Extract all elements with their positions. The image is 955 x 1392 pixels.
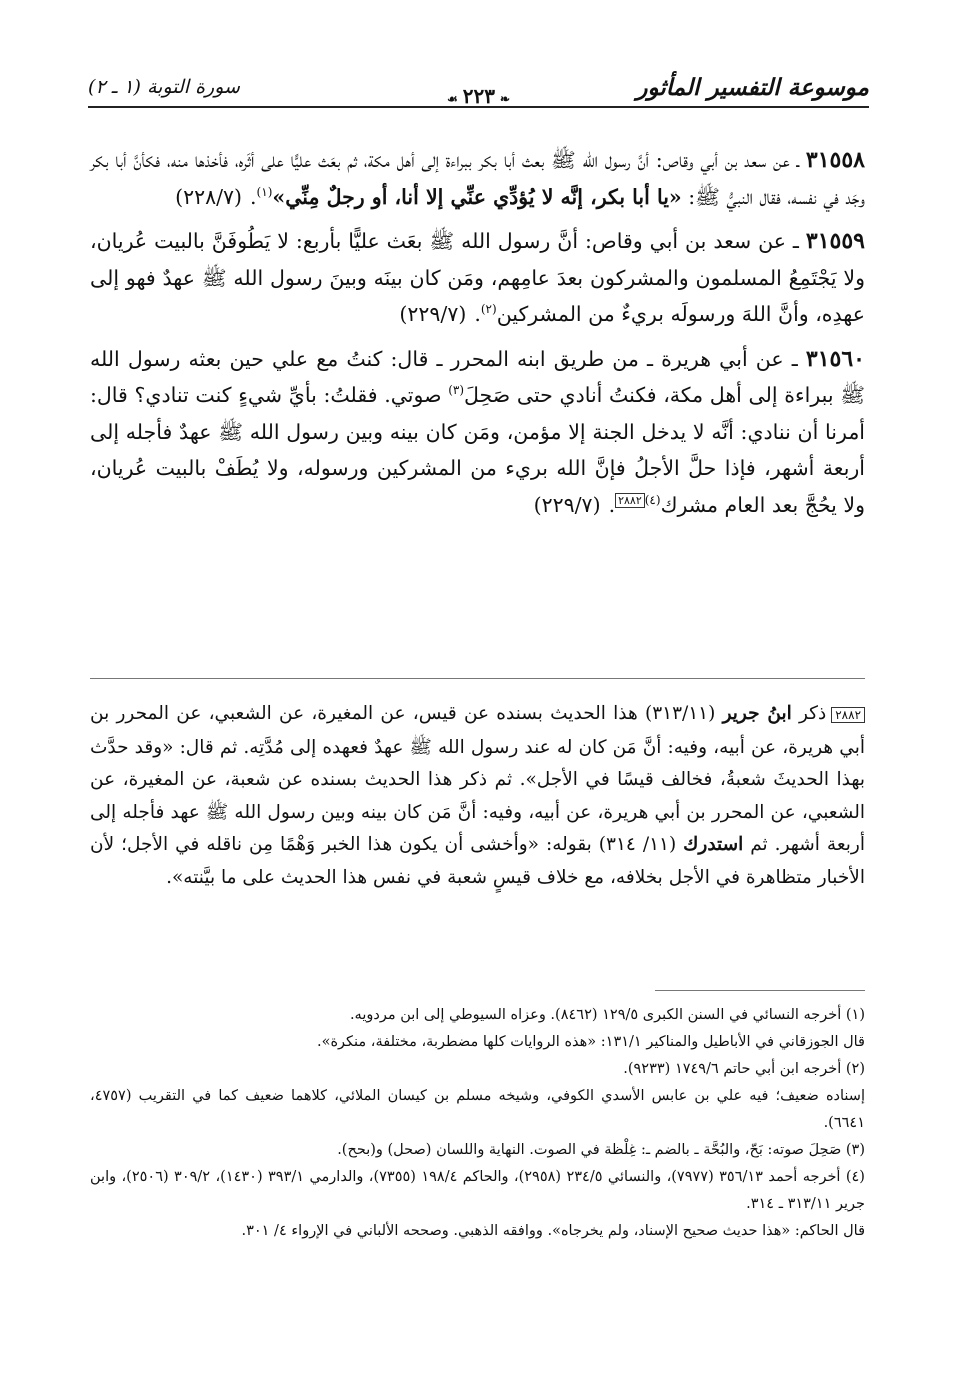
- hadith-entry: [90, 142, 865, 215]
- footnote-line: (٢) أخرجه ابن أبي حاتم ١٧٤٩/٦ (٩٢٣٣).: [623, 1061, 865, 1077]
- ornament-icon: ❧: [499, 92, 511, 106]
- hadith-text: ـ عن سعد بن أبي وقاص: أنَّ رسول الله ﷺ بعث أبا بكر ببراءة إلى أهل مكة، ثم بعَث عليًّا على أثَره، فأخذها منه، فكأنَّ أبا بكر وجَد في نفسه، فقال النبيُّ ﷺ:: [90, 148, 865, 209]
- footnote-line: قال الحاكم: «هذا حديث صحيح الإسناد، ولم يخرجاه». ووافقه الذهبي. وصححه الألباني في الإرواء ٤/ ٣٠١.: [241, 1223, 865, 1239]
- hadith-text: .: [250, 184, 257, 209]
- hadith-entry: [90, 223, 865, 333]
- footnote-marker: (٣): [448, 383, 465, 398]
- footnote-line: (٣) صَحِلَ صوته: بَحّ، والبُحَّة ـ بالضم ـ: غِلْظة في الصوت. النهاية واللسان (صحل) و(بحح).: [337, 1142, 865, 1158]
- hadith-number: ٣١٥٦٠: [805, 345, 865, 372]
- footnote-line: إسناده ضعيف؛ فيه علي بن عابس الأسدي الكوفي، وشيخه مسلم بن كيسان الملائي، كلاهما ضعيف كما في التقريب (٤٧٥٧، ٦٦٤١).: [90, 1088, 865, 1131]
- volume-page-reference: (٢٢٩/٧): [399, 302, 467, 326]
- hadith-number: ٣١٥٥٨: [805, 147, 865, 173]
- footnote-line: (١) أخرجه النسائي في السنن الكبرى ١٢٩/٥ (٨٤٦٢). وعزاه السيوطي إلى ابن مردويه.: [349, 1007, 865, 1023]
- hadith-text: .: [608, 492, 616, 517]
- hadith-entry: [90, 341, 865, 524]
- hadith-text: .: [474, 302, 481, 326]
- commentary-author: ابنُ جرير: [722, 703, 792, 724]
- hadith-text: ـ عن سعد بن أبي وقاص: أنَّ رسول الله ﷺ بعَث عليًّا بأربع: لا يَطُوفَنَّ بالبيت عُريان، ولا يَجْتَمِعُ المسلمون والمشركون بعدَ عامِهم، ومَن كان بينَه وبينَ رسول الله ﷺ عهدٌ فهو إلى عهدِه، وأنَّ اللهَ ورسولَه بريءٌ من المشركين: [90, 229, 865, 326]
- book-title: موسوعة التفسير المأثور: [636, 74, 869, 101]
- commentary-block: [90, 698, 865, 894]
- footnote-marker: (٢): [480, 302, 497, 317]
- footnote-marker: (١): [256, 184, 273, 199]
- footnotes-divider: [655, 990, 865, 991]
- surah-title: سورة التوبة (١ ـ ٢): [88, 76, 240, 98]
- footnote-line: قال الجوزقاني في الأباطيل والمناكير ١٣١/١: «هذه الروايات كلها مضطربة، مختلفة، منكرة».: [316, 1034, 865, 1050]
- hadith-list: [90, 142, 865, 531]
- hadith-text: ـ عن أبي هريرة ـ من طريق ابنه المحرر ـ قال: كنتُ مع علي حين بعثه رسول الله ﷺ ببراءة إلى أهل مكة، فكنتُ أنادي حتى صَحِلَ: [90, 346, 865, 407]
- commentary-keyword: استدرك: [683, 834, 744, 855]
- header-divider: [88, 106, 869, 108]
- commentary-reference-box: ٢٨٨٢: [615, 493, 645, 508]
- ornament-icon: ☙: [446, 92, 458, 106]
- volume-page-reference: (٢٢٨/٧): [175, 184, 243, 209]
- page-header: [88, 70, 869, 110]
- hadith-quote: «يا أبا بكر، إنَّه لا يُؤدِّي عنِّي إلا أنا، أو رجلٌ مِنِّي»: [272, 184, 682, 209]
- commentary-text: ذكر: [791, 703, 827, 724]
- hadith-number: ٣١٥٥٩: [805, 228, 865, 254]
- commentary-divider: [90, 678, 865, 679]
- commentary-text: (٣١٣/١١) هذا الحديث بسنده عن قيس، عن المغيرة، عن الشعبي، عن المحرر بن أبي هريرة، عن أبيه، وفيه: أنَّ مَن كان له عند رسول الله ﷺ عهدٌ فعهده إلى مُدَّتِه. ثم قال: «وقد حدَّث بهذا الحديثَ شعبةُ، فخالف قيسًا في الأجل». ثم ذكر هذا الحديث بسنده عن شعبة، عن المغيرة، عن الشعبي، عن المحرر بن أبي هريرة، عن أبيه، وفيه: أنَّ مَن كان بينه وبين رسول الله ﷺ عهد فأجله إلى أربعة أشهر. ثم: [90, 703, 865, 855]
- hadith-text: صوتي. فقلتُ: بأيِّ شيءٍ كنت تنادي؟ قال: أمرنا أن ننادي: أنَّه لا يدخل الجنة إلا مؤمن، ومَن كان بينه وبين رسول الله ﷺ عهدٌ فأجله إلى أربعة أشهر، فإذا حلَّ الأجلُ فإنَّ الله بريء من المشركين ورسوله، ولا يُطَفْ بالبيت عُريان، ولا يحُجَّ بعد العام مشرك: [90, 383, 865, 517]
- commentary-number-box: ٢٨٨٢: [831, 707, 865, 723]
- volume-page-reference: (٢٢٩/٧): [533, 492, 601, 517]
- page-number: ٢٢٣: [462, 84, 495, 108]
- footnote-line: (٤) أخرجه أحمد ٣٥٦/١٣ (٧٩٧٧)، والنسائي ٢٣٤/٥ (٢٩٥٨)، والحاكم ١٩٨/٤ (٧٣٥٥)، والدارمي ٣٩٣/١ (١٤٣٠)، ٣٠٩/٢ (٢٥٠٦)، وابن جرير ٣١٣/١١ ـ ٣١٤.: [90, 1169, 865, 1212]
- footnotes-section: [90, 1002, 865, 1245]
- footnote-marker: (٤): [644, 492, 661, 507]
- commentary-text: (١١/ ٣١٤) بقوله: «وأخشى أن يكون هذا الخبر وَهْمًا مِن ناقله في الأجل؛ لأن الأخبار متظاهرة في الأجل بخلافه، مع خلاف قيسٍ شعبة في نفس هذا الحديث على ما بيَّنته».: [90, 834, 865, 888]
- page-number-wrapper: [442, 84, 515, 108]
